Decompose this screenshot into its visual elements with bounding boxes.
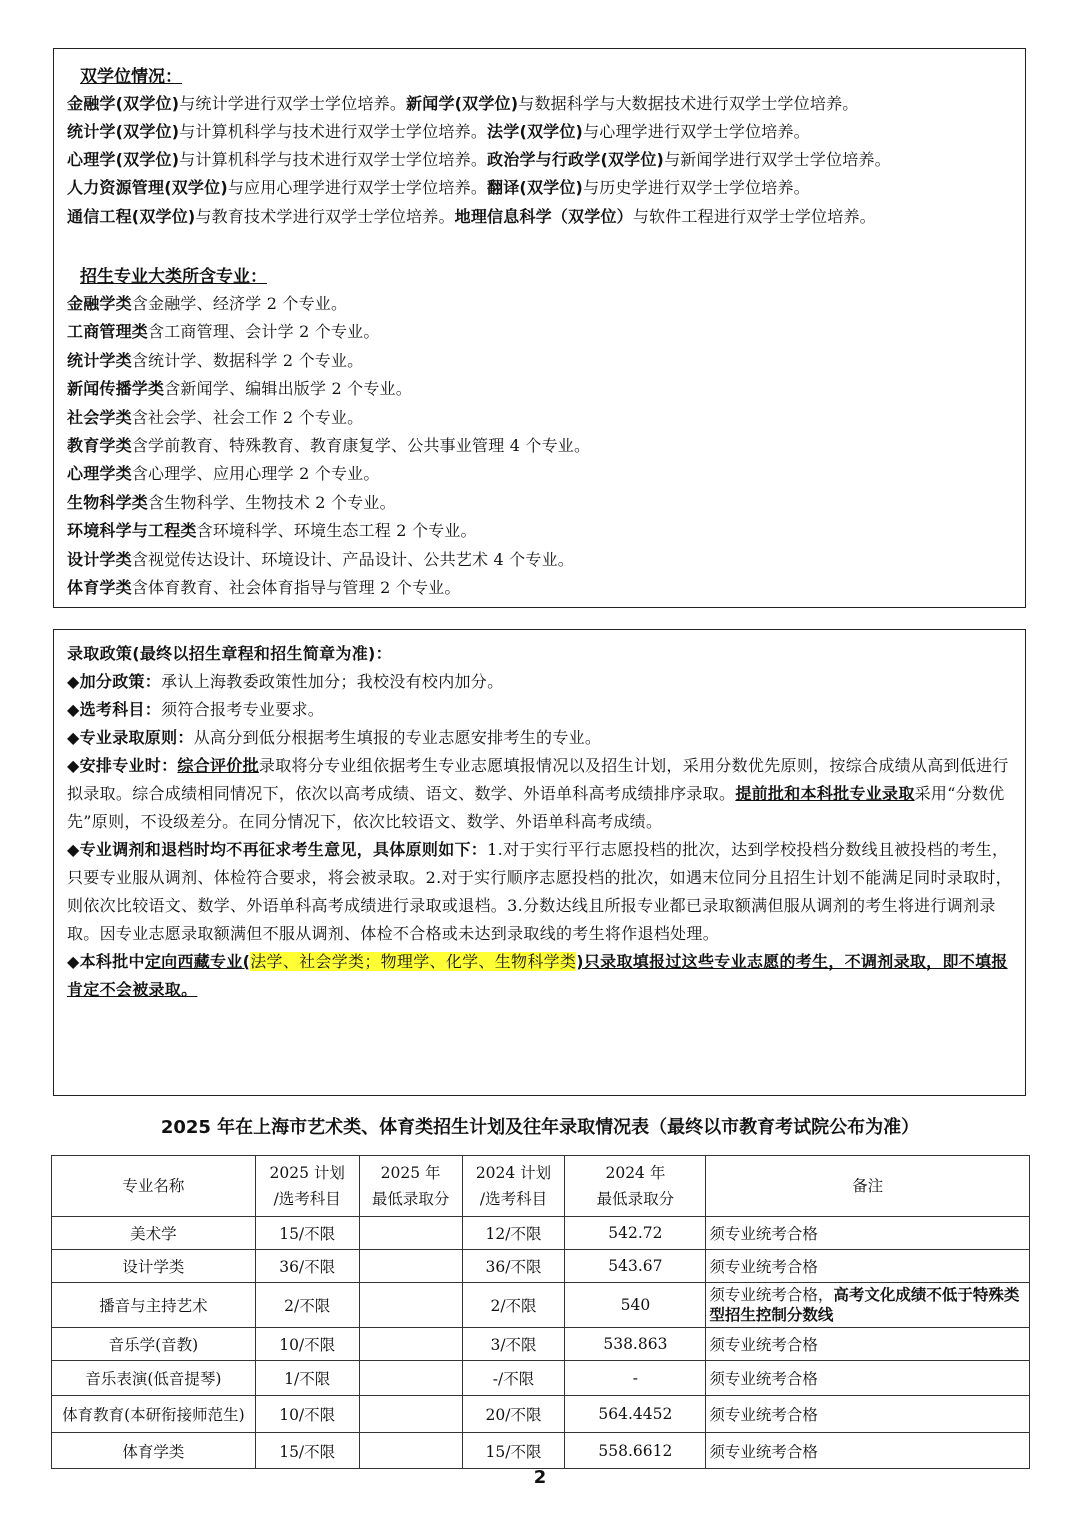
text: 承认上海教委政策性加分；我校没有校内加分。 <box>161 672 504 691</box>
text: 与新闻学进行双学士学位培养。 <box>664 150 891 169</box>
table-cell-plan2025: 10/不限 <box>255 1396 359 1433</box>
major-category-line <box>67 376 412 399</box>
table-cell-note <box>706 1217 1030 1250</box>
bold-text: 金融学类 <box>67 294 132 313</box>
text: 与软件工程进行双学士学位培养。 <box>632 207 876 226</box>
bold-text: ◆专业调剂和退档时均不再征求考生意见，具体原则如下： <box>67 840 488 859</box>
table-cell-plan2024: 20/不限 <box>462 1396 565 1433</box>
underlined-bold-text: 定向西藏专业( <box>144 952 251 971</box>
bold-text: 新闻传播学类 <box>67 379 165 399</box>
major-categories-title: 招生专业大类所含专业： <box>80 267 267 287</box>
major-category-line <box>67 461 380 484</box>
table-cell-min2025 <box>359 1433 462 1469</box>
table-cell-min2024: 540 <box>565 1283 706 1328</box>
text: 采用“分数优先”原则，不设级差分。在同分情况下，依次比较语文、数学、外语单科高考成绩。 <box>67 784 1005 831</box>
table-cell-name: 播音与主持艺术 <box>52 1283 256 1328</box>
text: 含视觉传达设计、环境设计、产品设计、公共艺术 4 个专业。 <box>131 549 574 569</box>
bold-text: 工商管理类 <box>67 322 149 342</box>
text: 与数据科学与大数据技术进行双学士学位培养。 <box>518 94 859 113</box>
table-cell-plan2024: 36/不限 <box>462 1250 565 1283</box>
table-title: 2025 年在上海市艺术类、体育类招生计划及往年录取情况表（最终以市教育考试院公布为准） <box>160 1117 920 1138</box>
highlighted-text: 法学、社会学类；物理学、化学、生物科学类 <box>250 952 577 971</box>
bold-text: 新闻学(双学位) <box>406 94 519 113</box>
table-cell-min2025 <box>359 1328 462 1361</box>
bold-text: ◆加分政策： <box>67 672 162 691</box>
table-row <box>52 1361 1030 1396</box>
table-cell-min2024: 542.72 <box>565 1217 706 1250</box>
table-cell-min2025 <box>359 1250 462 1283</box>
table-row <box>52 1433 1030 1469</box>
note-text: 须专业统考合格 <box>709 1225 818 1243</box>
table-cell-note <box>706 1250 1030 1283</box>
bold-text: ◆本科批中 <box>67 952 145 971</box>
admission-table <box>51 1155 1030 1469</box>
text: 与心理学进行双学士学位培养。 <box>583 122 810 141</box>
text: 从高分到低分根据考生填报的专业志愿安排考生的专业。 <box>193 728 602 747</box>
major-category-line <box>67 348 363 371</box>
table-header-cell: 2024 计划 /选考科目 <box>462 1156 565 1217</box>
table-row <box>52 1250 1030 1283</box>
table-cell-plan2024: 3/不限 <box>462 1328 565 1361</box>
text: 须符合报考专业要求。 <box>161 700 325 719</box>
major-category-line <box>67 433 590 456</box>
major-category-line <box>67 490 396 513</box>
table-cell-name: 美术学 <box>52 1217 256 1250</box>
table-cell-plan2025: 2/不限 <box>255 1283 359 1328</box>
note-text: 须专业统考合格 <box>709 1406 818 1424</box>
table-header-cell: 2025 计划 /选考科目 <box>255 1156 359 1217</box>
text: 含学前教育、特殊教育、教育康复学、公共事业管理 4 个专业。 <box>131 436 591 455</box>
underlined-bold-text: 综合评价批 <box>177 756 259 775</box>
text: 与计算机科学与技术进行双学士学位培养。 <box>179 150 488 169</box>
table-header-row <box>52 1156 1030 1217</box>
double-degree-line <box>67 91 858 114</box>
page-number: 2 <box>533 1467 547 1488</box>
bold-text: 心理学(双学位) <box>67 150 180 169</box>
table-cell-name: 音乐学(音教) <box>52 1328 256 1361</box>
double-degree-line <box>67 147 891 170</box>
table-cell-min2024: 558.6612 <box>565 1433 706 1469</box>
bold-text: 人力资源管理(双学位) <box>67 178 228 197</box>
table-cell-name: 体育学类 <box>52 1433 256 1469</box>
table-cell-note <box>706 1328 1030 1361</box>
text: 录取将分专业组依据考生专业志愿填报情况以及招生计划，采用分数优先原则，按综合成绩从高到低进行拟录取。综合成绩相同情况下，依次以高考成绩、语文、数学、外语单科高考成绩排序录取。 <box>67 756 1009 803</box>
table-cell-name: 体育教育(本研衔接师范生) <box>52 1396 256 1433</box>
text: 1.对于实行平行志愿投档的批次，达到学校投档分数线且被投档的考生，只要专业服从调剂、体检符合要求，将会被录取。2.对于实行顺序志愿投档的批次，如遇末位同分且招生计划不能满足同时录取时，则依次比较语文、数学、外语单科高考成绩进行录取或退档。3.分数达线且所报专业都已录取额满但服从调剂的考生将进行调剂录取。因专业志愿录取额满但不服从调剂、体检不合格或未达到录取线的考生将作退档处理。 <box>67 840 1012 943</box>
table-cell-min2025 <box>359 1283 462 1328</box>
text: 含统计学、数据科学 2 个专业。 <box>131 350 364 370</box>
table-cell-plan2025: 15/不限 <box>255 1217 359 1250</box>
text: 含环境科学、环境生态工程 2 个专业。 <box>196 521 477 541</box>
table-cell-plan2025: 36/不限 <box>255 1250 359 1283</box>
bold-text: ◆选考科目： <box>67 700 162 719</box>
bold-text: 环境科学与工程类 <box>67 521 197 541</box>
double-degree-line <box>67 175 810 198</box>
text: 与教育技术学进行双学士学位培养。 <box>195 207 455 226</box>
policy-paragraph <box>67 752 1017 836</box>
major-category-line <box>67 547 574 570</box>
bold-text: 录取政策(最终以招生章程和招生简章为准)： <box>67 644 392 663</box>
table-cell-plan2024: -/不限 <box>462 1361 565 1396</box>
text: 含新闻学、编辑出版学 2 个专业。 <box>164 379 412 399</box>
admission-policy-text <box>67 640 1017 1004</box>
policy-paragraph <box>67 668 1017 696</box>
text: 含工商管理、会计学 2 个专业。 <box>148 322 380 342</box>
major-category-line <box>67 319 380 342</box>
table-cell-min2025 <box>359 1217 462 1250</box>
table-cell-plan2024: 15/不限 <box>462 1433 565 1469</box>
table-row <box>52 1396 1030 1433</box>
text: 与应用心理学进行双学士学位培养。 <box>227 178 488 197</box>
table-cell-name: 音乐表演(低音提琴) <box>52 1361 256 1396</box>
bold-text: 体育学类 <box>67 578 132 597</box>
bold-text: 社会学类 <box>67 407 132 427</box>
note-text: 须专业统考合格 <box>709 1336 818 1354</box>
table-cell-min2025 <box>359 1396 462 1433</box>
table-cell-min2024: 564.4452 <box>565 1396 706 1433</box>
table-cell-min2024: - <box>565 1361 706 1396</box>
policy-paragraph <box>67 640 1017 668</box>
table-header-cell: 专业名称 <box>52 1156 256 1217</box>
bold-text: 金融学(双学位) <box>67 94 180 113</box>
major-category-line <box>67 518 477 541</box>
table-cell-min2024: 543.67 <box>565 1250 706 1283</box>
note-text: 须专业统考合格， <box>709 1286 834 1304</box>
bold-text: 心理学类 <box>67 464 132 484</box>
table-cell-min2025 <box>359 1361 462 1396</box>
table-cell-plan2024: 12/不限 <box>462 1217 565 1250</box>
bold-text: ◆安排专业时： <box>67 756 178 775</box>
double-degree-line <box>67 204 876 227</box>
table-header-cell: 2024 年 最低录取分 <box>565 1156 706 1217</box>
double-degree-title: 双学位情况： <box>80 67 182 87</box>
table-row <box>52 1217 1030 1250</box>
bold-text: 统计学类 <box>67 350 132 370</box>
table-cell-name: 设计学类 <box>52 1250 256 1283</box>
table-cell-plan2025: 15/不限 <box>255 1433 359 1469</box>
table-cell-note <box>706 1361 1030 1396</box>
policy-paragraph <box>67 836 1017 948</box>
underlined-bold-text: )只录取填报过这些专业志愿的考生，不调剂录取，即不填报肯定不会被录取。 <box>67 952 1008 999</box>
table-cell-plan2025: 10/不限 <box>255 1328 359 1361</box>
bold-text: 设计学类 <box>67 549 132 569</box>
table-header-cell: 备注 <box>706 1156 1030 1217</box>
text: 含体育教育、社会体育指导与管理 2 个专业。 <box>131 578 461 597</box>
text: 含社会学、社会工作 2 个专业。 <box>131 407 364 427</box>
text: 与计算机科学与技术进行双学士学位培养。 <box>179 122 488 141</box>
table-cell-plan2024: 2/不限 <box>462 1283 565 1328</box>
underlined-bold-text: 提前批和本科批专业录取 <box>735 784 915 803</box>
table-cell-note <box>706 1396 1030 1433</box>
bold-text: 生物科学类 <box>67 492 149 512</box>
double-degree-line <box>67 119 810 142</box>
table-cell-min2024: 538.863 <box>565 1328 706 1361</box>
bold-text: 地理信息科学（双学位） <box>454 207 633 226</box>
bold-text: ◆专业录取原则： <box>67 728 194 747</box>
bold-text: 统计学(双学位) <box>67 122 180 141</box>
major-category-line <box>67 575 461 598</box>
bold-text: 翻译(双学位) <box>487 178 584 197</box>
table-row <box>52 1283 1030 1328</box>
major-category-line <box>67 405 363 428</box>
note-text: 须专业统考合格 <box>709 1442 818 1461</box>
table-cell-note <box>706 1283 1030 1328</box>
policy-paragraph <box>67 948 1017 1004</box>
note-text: 须专业统考合格 <box>709 1258 818 1276</box>
table-header-cell: 2025 年 最低录取分 <box>359 1156 462 1217</box>
text: 与历史学进行双学士学位培养。 <box>583 178 810 197</box>
bold-text: 法学(双学位) <box>487 122 584 141</box>
policy-paragraph <box>67 696 1017 724</box>
text: 与统计学进行双学士学位培养。 <box>179 94 407 113</box>
major-category-line <box>67 291 347 314</box>
table-cell-note <box>706 1433 1030 1469</box>
table-row <box>52 1328 1030 1361</box>
bold-text: 通信工程(双学位) <box>67 207 196 226</box>
bold-text: 政治学与行政学(双学位) <box>487 150 665 169</box>
text: 含金融学、经济学 2 个专业。 <box>131 294 348 313</box>
text: 含生物科学、生物技术 2 个专业。 <box>148 492 396 512</box>
policy-paragraph <box>67 724 1017 752</box>
text: 含心理学、应用心理学 2 个专业。 <box>131 464 380 484</box>
bold-text: 教育学类 <box>67 436 132 455</box>
note-bold-text: 高考文化成绩不低于特殊类型招生控制分数线 <box>709 1286 1020 1324</box>
note-text: 须专业统考合格 <box>709 1370 818 1388</box>
table-cell-plan2025: 1/不限 <box>255 1361 359 1396</box>
